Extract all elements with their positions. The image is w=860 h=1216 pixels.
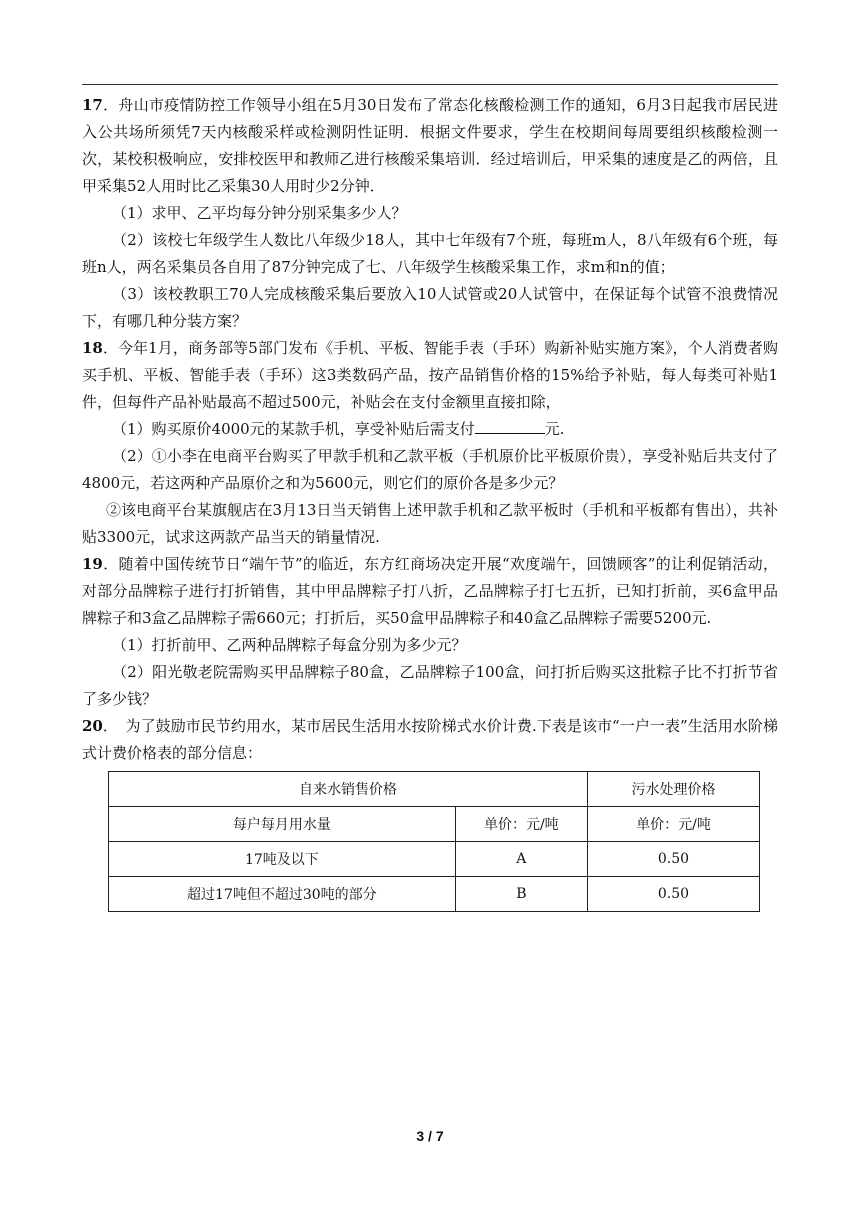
cell-usage: 超过17吨但不超过30吨的部分 xyxy=(109,877,456,912)
q17-stem: 17．舟山市疫情防控工作领导小组在5月30日发布了常态化核酸检测工作的通知，6月3日起我市居民进入公共场所须凭7天内核酸采样或检测阴性证明．根据文件要求，学生在校期间每周要组织核酸检测一次，某校积极响应，安排校医甲和教师乙进行核酸采集培训．经过培训后，甲采集的速度是乙的两倍，且甲采集52人用时比乙采集30人用时少2分钟． xyxy=(82,96,778,195)
q17-number: 17 xyxy=(82,96,103,114)
table-row xyxy=(109,877,760,912)
header-sewage-price: 污水处理价格 xyxy=(587,772,759,807)
header-tap-water-price: 自来水销售价格 xyxy=(109,772,588,807)
cell-sewage: 0.50 xyxy=(587,877,759,912)
q17-part1: （1）求甲、乙平均每分钟分别采集多少人？ xyxy=(112,204,407,222)
cell-price: B xyxy=(455,877,587,912)
q19-part1: （1）打折前甲、乙两种品牌粽子每盒分别为多少元？ xyxy=(112,636,467,654)
q19-number: 19 xyxy=(82,555,103,573)
q18-part2: （2）①小李在电商平台购买了甲款手机和乙款平板（手机原价比平板原价贵），享受补贴后共支付了4800元，若这两种产品原价之和为5600元，则它们的原价各是多少元？ xyxy=(82,447,778,492)
question-19 xyxy=(82,551,778,713)
q18-stem: 18．今年1月，商务部等5部门发布《手机、平板、智能手表（手环）购新补贴实施方案》，个人消费者购买手机、平板、智能手表（手环）这3类数码产品，按产品销售价格的15%给予补贴，每人每类可补贴1件，但每件产品补贴最高不超过500元，补贴会在支付金额里直接扣除， xyxy=(82,339,778,411)
q17-part2: （2）该校七年级学生人数比八年级少18人，其中七年级有7个班，每班m人，8八年级有6个班，每班n人，两名采集员各自用了87分钟完成了七、八年级学生核酸采集工作，求m和n的值； xyxy=(82,231,778,276)
q18-number: 18 xyxy=(82,339,103,357)
q19-part2: （2）阳光敬老院需购买甲品牌粽子80盒，乙品牌粽子100盒，问打折后购买这批粽子比不打折节省了多少钱？ xyxy=(82,663,778,708)
q17-part3: （3）该校教职工70人完成核酸采集后要放入10人试管或20人试管中，在保证每个试管不浪费情况下，有哪几种分装方案？ xyxy=(82,285,778,330)
question-18 xyxy=(82,335,778,551)
cell-sewage: 0.50 xyxy=(587,842,759,877)
table-row xyxy=(109,842,760,877)
q18-part1: （1）购买原价4000元的某款手机，享受补贴后需支付 元. xyxy=(112,420,565,438)
header-monthly-usage: 每户每月用水量 xyxy=(109,807,456,842)
table-header-row-2 xyxy=(109,807,760,842)
water-price-table xyxy=(108,771,760,912)
question-20 xyxy=(82,713,778,912)
cell-usage: 17吨及以下 xyxy=(109,842,456,877)
header-unit-price: 单价：元/吨 xyxy=(455,807,587,842)
header-sewage-unit-price: 单价：元/吨 xyxy=(587,807,759,842)
cell-price: A xyxy=(455,842,587,877)
q20-number: 20 xyxy=(82,717,103,735)
header-rule xyxy=(82,84,778,85)
table-header-row-1 xyxy=(109,772,760,807)
answer-blank[interactable] xyxy=(475,419,545,434)
page-number: 3 / 7 xyxy=(416,1128,444,1144)
page-content xyxy=(82,92,778,912)
q19-stem: 19．随着中国传统节日“端午节”的临近，东方红商场决定开展“欢度端午，回馈顾客”的让利促销活动，对部分品牌粽子进行打折销售，其中甲品牌粽子打八折，乙品牌粽子打七五折，已知打折前，买6盒甲品牌粽子和3盒乙品牌粽子需660元；打折后，买50盒甲品牌粽子和40盒乙品牌粽子需要5200元. xyxy=(82,555,778,627)
q18-part2-sub2: ②该电商平台某旗舰店在3月13日当天销售上述甲款手机和乙款平板时（手机和平板都有售出），共补贴3300元，试求这两款产品当天的销量情况. xyxy=(82,501,778,546)
question-17 xyxy=(82,92,778,335)
q20-stem: 20． 为了鼓励市民节约用水，某市居民生活用水按阶梯式水价计费.下表是该市“一户一表”生活用水阶梯式计费价格表的部分信息： xyxy=(82,717,778,762)
